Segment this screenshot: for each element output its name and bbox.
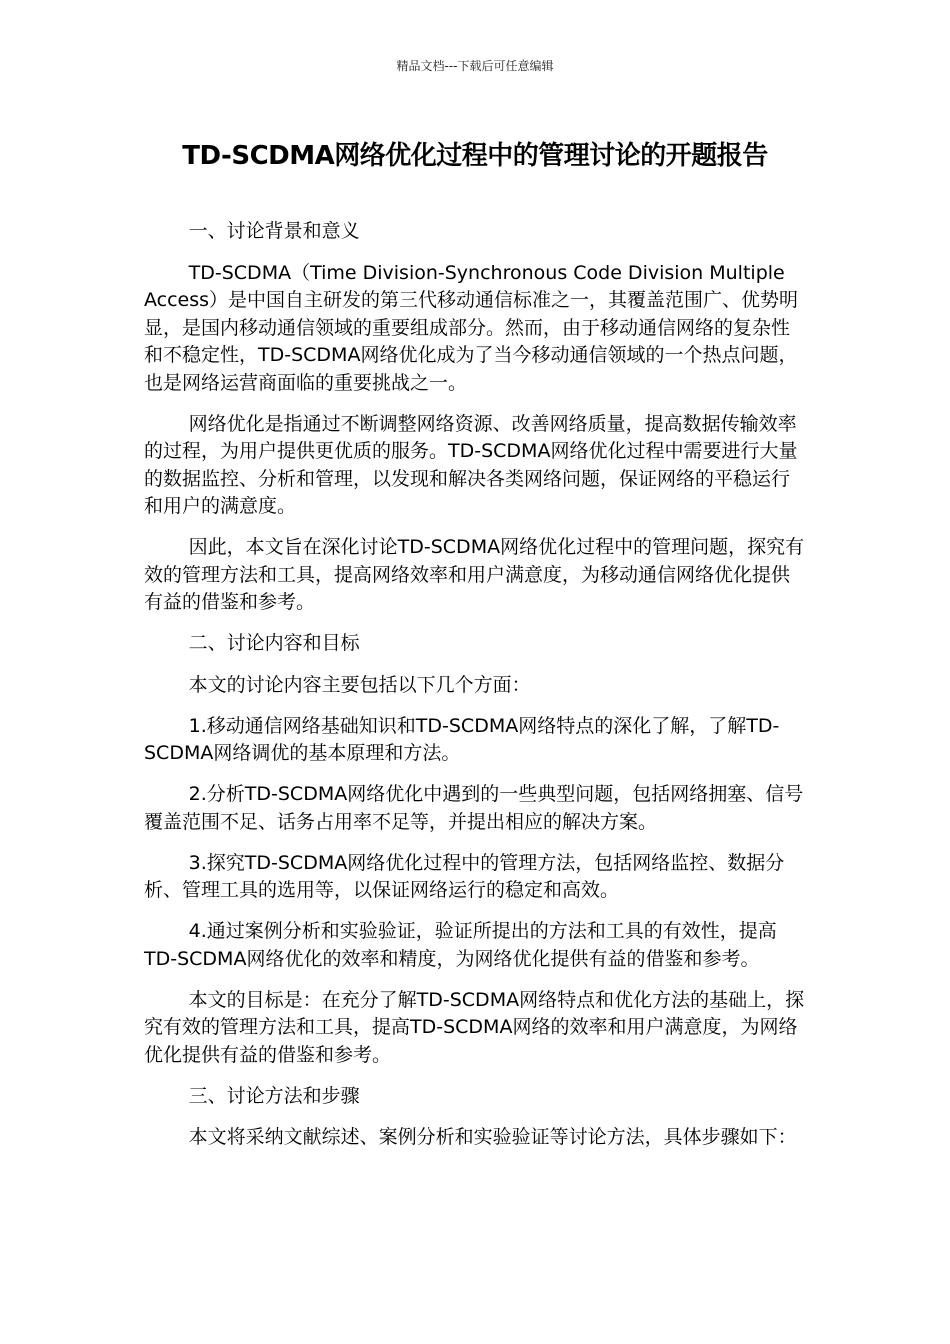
section-3-intro: 本文将采纳文献综述、案例分析和实验验证等讨论方法，具体步骤如下： bbox=[188, 1126, 797, 1148]
section-3-heading: 三、讨论方法和步骤 bbox=[188, 1084, 360, 1107]
document-title: TD-SCDMA网络优化过程中的管理讨论的开题报告 bbox=[182, 141, 768, 171]
section-2-item-3: 3.探究TD-SCDMA网络优化过程中的管理方法，包括网络监控、数据分析、管理工具的选用等，以保证网络运行的稳定和高效。 bbox=[144, 851, 785, 901]
section-2-intro: 本文的讨论内容主要包括以下几个方面： bbox=[188, 673, 531, 696]
header-note: 精品文档---下载后可任意编辑 bbox=[396, 59, 554, 73]
section-1-heading: 一、讨论背景和意义 bbox=[188, 220, 360, 242]
document-body bbox=[144, 218, 806, 1165]
section-2-item-4: 4.通过案例分析和实验验证，验证所提出的方法和工具的有效性，提高TD-SCDMA网络优化的效率和精度，为网络优化提供有益的借鉴和参考。 bbox=[144, 920, 777, 970]
section-2-goal: 本文的目标是：在充分了解TD-SCDMA网络特点和优化方法的基础上，探究有效的管理方法和工具，提高TD-SCDMA网络的效率和用户满意度，为网络优化提供有益的借鉴和参考。 bbox=[144, 988, 805, 1066]
section-2-item-2: 2.分析TD-SCDMA网络优化中遇到的一些典型问题，包括网络拥塞、信号覆盖范围不足、话务占用率不足等，并提出相应的解决方案。 bbox=[144, 783, 804, 833]
section-1-paragraph-1: TD-SCDMA（Time Division-Synchronous Code Division Multiple Access）是中国自主研发的第三代移动通信标准之一，其覆盖范围广、优势明显，是国内移动通信领域的重要组成部分。然而，由于移动通信网络的复杂性和不稳定性，TD-SCDMA网络优化成为了当今移动通信领域的一个热点问题，也是网络运营商面临的重要挑战之一。 bbox=[144, 261, 799, 394]
section-2-item-1: 1.移动通信网络基础知识和TD-SCDMA网络特点的深化了解，了解TD-SCDMA网络调优的基本原理和方法。 bbox=[144, 714, 780, 764]
section-1-paragraph-2: 网络优化是指通过不断调整网络资源、改善网络质量，提高数据传输效率的过程，为用户提供更优质的服务。TD-SCDMA网络优化过程中需要进行大量的数据监控、分析和管理，以发现和解决各类网络问题，保证网络的平稳运行和用户的满意度。 bbox=[144, 412, 798, 517]
section-2-heading: 二、讨论内容和目标 bbox=[188, 632, 360, 654]
section-1-paragraph-3: 因此，本文旨在深化讨论TD-SCDMA网络优化过程中的管理问题，探究有效的管理方法和工具，提高网络效率和用户满意度，为移动通信网络优化提供有益的借鉴和参考。 bbox=[144, 536, 805, 613]
